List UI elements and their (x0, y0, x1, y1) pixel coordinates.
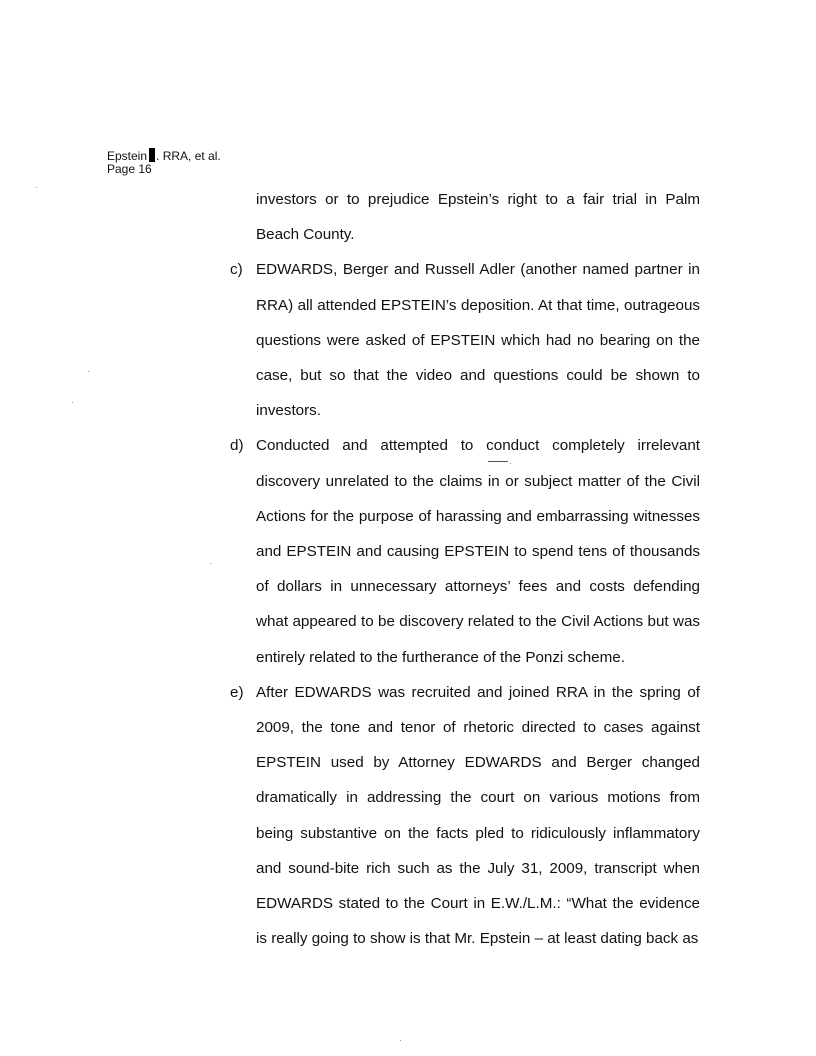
list-item-e (230, 675, 700, 957)
list-item-text: Conducted and attempted to conduct completely irrelevant discovery unrelated to the claims in or subject matter of the Civil Actions for the purpose of harassing and embarrassing witnesses and EPSTEIN and causing EPSTEIN to spend tens of thousands of dollars in unnecessary attorneys’ fees and costs defending what appeared to be discovery related to the Civil Actions but was entirely related to the furtherance of the Ponzi scheme. (256, 437, 700, 666)
continuation-paragraph: investors or to prejudice Epstein’s right to a fair trial in Palm Beach County. (256, 191, 700, 244)
scan-speck (210, 563, 211, 564)
list-item-d (230, 428, 700, 674)
list-item-text: After EDWARDS was recruited and joined RRA in the spring of 2009, the tone and tenor of rhetoric directed to cases against EPSTEIN used by Attorney EDWARDS and Berger changed dramatically in addressing the court on various motions from being substantive on the facts pled to ridiculously inflammatory and sound-bite rich such as the July 31, 2009, transcript when EDWARDS stated to the Court in E.W./L.M.: “What the evidence is really going to show is that Mr. Epstein – at least dating back as (256, 683, 700, 948)
scan-mark (488, 461, 508, 462)
scan-speck (36, 187, 37, 188)
scan-speck (88, 371, 89, 372)
scan-speck (510, 463, 511, 464)
list-marker: e) (230, 683, 244, 701)
redaction-bar (149, 148, 155, 162)
list-item-text: EDWARDS, Berger and Russell Adler (another named partner in RRA) all attended EPSTEIN’s deposition. At that time, outrageous questions were asked of EPSTEIN which had no bearing on the case, but so that the video and questions could be shown to investors. (256, 261, 700, 420)
list-marker: d) (230, 437, 244, 455)
list-item-c (230, 252, 700, 428)
scan-speck (400, 1040, 401, 1041)
scan-speck (72, 402, 73, 403)
case-caption (107, 148, 221, 163)
page-number: Page 16 (107, 162, 152, 176)
case-party-name: Epstein (107, 149, 148, 163)
page-header (107, 148, 221, 176)
list-marker: c) (230, 261, 243, 279)
body-text (230, 182, 700, 956)
case-party-rest: . RRA, et al. (156, 149, 221, 163)
